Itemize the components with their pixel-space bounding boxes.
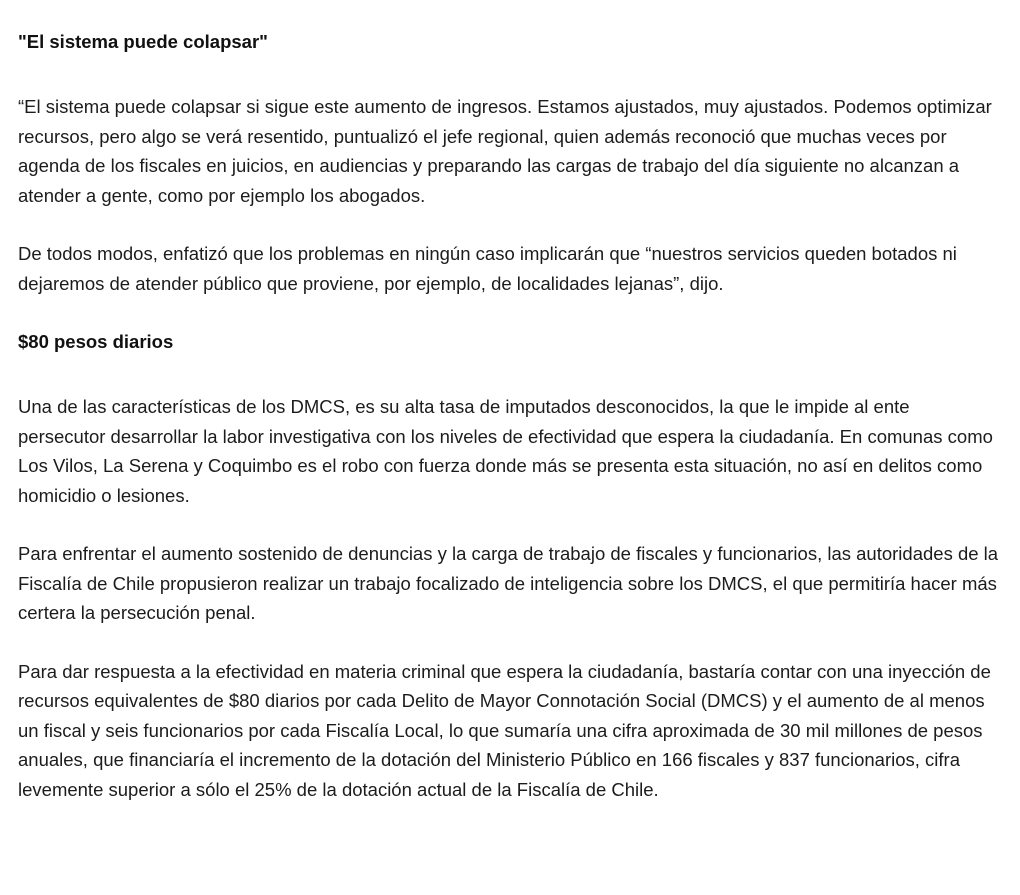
spacer [18, 298, 1000, 328]
paragraph-3: Una de las características de los DMCS, es su alta tasa de imputados desconocidos, la que le impide al ente persecutor desarrollar la labor investigativa con los niveles de efectividad que espera la ciudadanía. En comunas como Los Vilos, La Serena y Coquimbo es el robo con fuerza donde más se presenta esta situación, no así en delitos como homicidio o lesiones. [18, 396, 993, 506]
spacer [18, 210, 1000, 239]
spacer [18, 356, 1000, 392]
paragraph-1: “El sistema puede colapsar si sigue este aumento de ingresos. Estamos ajustados, muy ajustados. Podemos optimizar recursos, pero algo se verá resentido, puntualizó el jefe regional, quien además reconoció que muchas veces por agenda de los fiscales en juicios, en audiencias y preparando las cargas de trabajo del día siguiente no alcanzan a atender a gente, como por ejemplo los abogados. [18, 96, 992, 206]
spacer [18, 628, 1000, 657]
spacer [18, 56, 1000, 92]
section-heading-80-pesos: $80 pesos diarios [18, 331, 174, 352]
spacer [18, 510, 1000, 539]
paragraph-5: Para dar respuesta a la efectividad en materia criminal que espera la ciudadanía, bastaría contar con una inyección de recursos equivalentes de $80 diarios por cada Delito de Mayor Connotación Social (DMCS) y el aumento de al menos un fiscal y seis funcionarios por cada Fiscalía Local, lo que sumaría una cifra aproximada de 30 mil millones de pesos anuales, que financiaría el incremento de la dotación del Ministerio Público en 166 fiscales y 837 funcionarios, cifra levemente superior a sólo el 25% de la dotación actual de la Fiscalía de Chile. [18, 660, 991, 800]
paragraph-4: Para enfrentar el aumento sostenido de denuncias y la carga de trabajo de fiscales y funcionarios, las autoridades de la Fiscalía de Chile propusieron realizar un trabajo focalizado de inteligencia sobre los DMCS, el que permitiría hacer más certera la persecución penal. [18, 543, 999, 623]
paragraph-2: De todos modos, enfatizó que los problemas en ningún caso implicarán que “nuestros servicios queden botados ni dejaremos de atender público que proviene, por ejemplo, de localidades lejanas”, dijo. [18, 243, 957, 294]
section-heading-colapsar: "El sistema puede colapsar" [18, 31, 268, 52]
